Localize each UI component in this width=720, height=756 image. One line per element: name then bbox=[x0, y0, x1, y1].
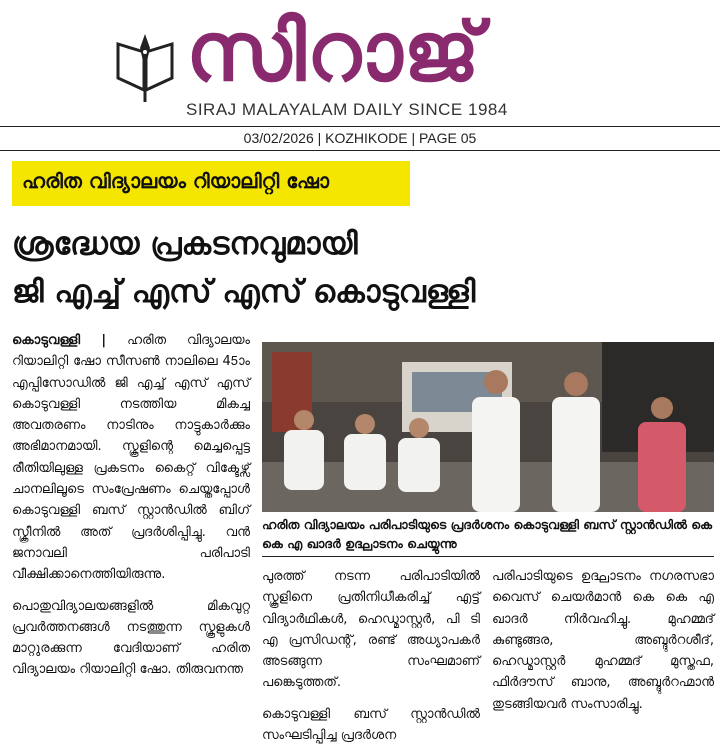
article-column-1 bbox=[12, 330, 250, 691]
divider bbox=[262, 556, 714, 557]
article-column-2 bbox=[262, 566, 480, 756]
divider bbox=[0, 150, 720, 151]
news-photo bbox=[262, 342, 714, 512]
headline-line-2: ജി എച്ച് എസ് എസ് കൊടുവള്ളി bbox=[12, 274, 476, 310]
article-paragraph: പുരത്ത് നടന്ന പരിപാടിയിൽ സ്കൂളിനെ പ്രതിനിധീകരിച്ച് എട്ട് വിദ്യാർഥികൾ, ഹെഡ്മാസ്റ്റർ, പി ടി എ പ്രസിഡന്റ്, രണ്ട് അധ്യാപകർ അടങ്ങുന്ന സംഘമാണ് പങ്കെടുത്തത്. bbox=[262, 569, 480, 691]
article-dateline: കൊടുവള്ളി | bbox=[12, 333, 107, 348]
headline-line-1: ശ്രദ്ധേയ പ്രകടനവുമായി bbox=[12, 226, 358, 262]
kicker-banner bbox=[12, 161, 410, 206]
article-paragraph: കൊടുവള്ളി ബസ് സ്റ്റാൻഡിൽ സംഘടിപ്പിച്ച പ്രദർശന bbox=[262, 706, 480, 744]
masthead-logo: സിറാജ് bbox=[186, 4, 481, 100]
dateline: 03/02/2026 | KOZHIKODE | PAGE 05 bbox=[243, 130, 477, 146]
book-pen-emblem-icon bbox=[114, 30, 176, 104]
kicker-text: ഹരിത വിദ്യാലയം റിയാലിറ്റി ഷോ bbox=[22, 169, 330, 193]
photo-caption: ഹരിത വിദ്യാലയം പരിപാടിയുടെ പ്രദർശനം കൊടുവള്ളി ബസ് സ്റ്റാൻഡിൽ കെ കെ എ ഖാദർ ഉദ്ഘാടനം ചെയ്യുന്നു bbox=[262, 517, 713, 551]
article-paragraph: ഹരിത വിദ്യാലയം റിയാലിറ്റി ഷോ സീസൺ നാലിലെ 45ാം എപ്പിസോഡിൽ ജി എച്ച് എസ് എസ് കൊടുവള്ളി നടത്തിയ മികച്ച അവതരണം നാടിനും നാട്ടുകാർക്കും അഭിമാനമായി. സ്കൂളിന്റെ മെച്ചപ്പെട്ട രീതിയിലുള്ള പ്രകടനം കൈറ്റ് വിക്ടേഴ്സ് ചാനലിലൂടെ സംപ്രേഷണം ചെയ്തപ്പോൾ കൊടുവള്ളി ബസ് സ്റ്റാൻഡിൽ ബിഗ് സ്ക്രീനിൽ അത് പ്രദർശിപ്പിച്ചു. വൻ ജനാവലി പരിപാടി വീക്ഷിക്കാനെത്തിയിരുന്നു. bbox=[12, 333, 251, 583]
article-paragraph: പരിപാടിയുടെ ഉദ്ഘാടനം നഗരസഭാ വൈസ് ചെയർമാൻ കെ കെ എ ഖാദർ നിർവഹിച്ചു. മുഹമ്മദ് കുണ്ടുങ്ങര, അബ്ദുർറശീദ്, ഹെഡ്മാസ്റ്റർ മുഹമ്മദ് മുസ്തഫ, ഫിർദൗസ് ബാനു, അബ്ദുർറഹ്മാൻ തുടങ്ങിയവർ സംസാരിച്ചു. bbox=[492, 569, 714, 712]
article-paragraph: പൊതുവിദ്യാലയങ്ങളിൽ മികവുറ്റ പ്രവർത്തനങ്ങൾ നടത്തുന്ന സ്കൂളുകൾ മാറ്റുരക്കുന്ന വേദിയാണ് ഹരിത വിദ്യാലയം റിയാലിറ്റി ഷോ. തിരുവനന്ത bbox=[12, 598, 250, 678]
article-column-3 bbox=[492, 566, 714, 725]
divider bbox=[0, 126, 720, 127]
masthead-tagline: SIRAJ MALAYALAM DAILY SINCE 1984 bbox=[186, 100, 508, 119]
